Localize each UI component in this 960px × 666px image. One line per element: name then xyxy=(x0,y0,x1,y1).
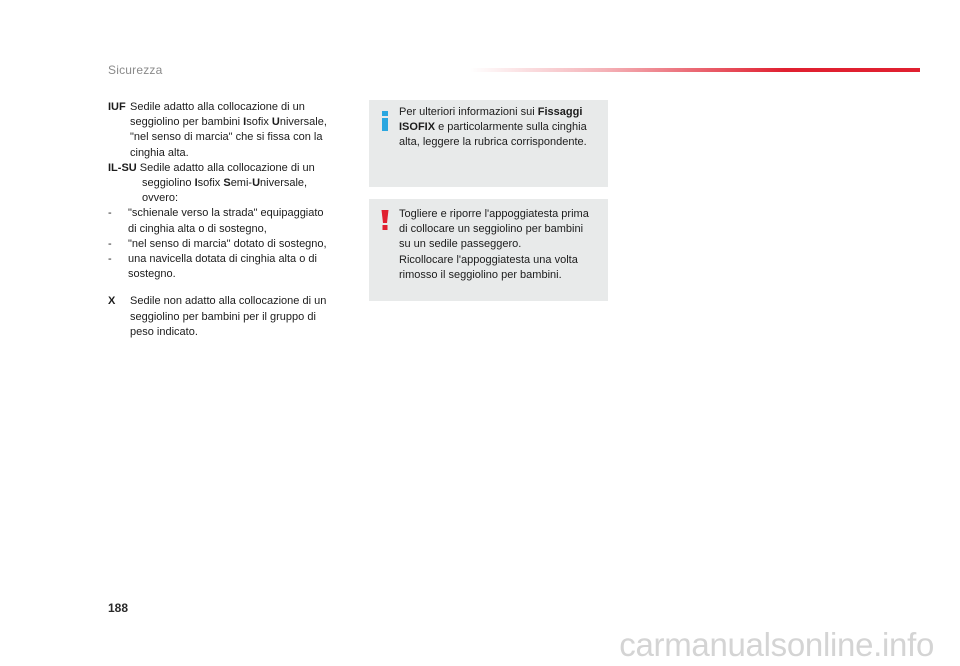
list-item-line: una navicella dotata di cinghia alta o di xyxy=(128,253,317,266)
text-run-bold: ISOFIX xyxy=(399,121,436,134)
definition-ilsu-text xyxy=(108,176,358,206)
text-run-bold: I xyxy=(194,177,198,189)
list-item-line: "schienale verso la strada" equipaggiato xyxy=(128,207,324,220)
list-item-line: di cinghia alta o di sostegno, xyxy=(128,222,267,235)
list-dash: - xyxy=(108,237,112,250)
text-run-bold: U xyxy=(271,116,280,129)
text-run-bold: S xyxy=(223,177,231,189)
definition-ilsu xyxy=(108,161,358,283)
text-run: seggiolino per bambini xyxy=(130,116,244,129)
ilsu-options-list xyxy=(108,206,358,282)
text-run: Sedile adatto alla collocazione di un xyxy=(139,161,315,174)
definition-iuf-line: Sedile adatto alla collocazione di un xyxy=(130,101,305,113)
info-callout-text xyxy=(399,105,599,151)
warning-callout-line: di collocare un seggiolino per bambini xyxy=(399,223,584,236)
info-callout-line xyxy=(399,105,599,120)
warning-callout-line: rimosso il seggiolino per bambini. xyxy=(399,268,562,281)
text-run: Per ulteriori informazioni sui xyxy=(399,106,538,118)
header-rule xyxy=(470,68,920,72)
definition-iuf-line: cinghia alta. xyxy=(130,146,189,159)
definition-x-line: peso indicato. xyxy=(130,325,198,338)
definition-x-line: seggiolino per bambini per il gruppo di xyxy=(130,310,316,323)
definition-x-line: Sedile non adatto alla collocazione di un xyxy=(130,295,327,308)
definition-term-iuf: IUF xyxy=(108,101,126,113)
list-dash: - xyxy=(108,207,112,220)
warning-callout-line: su un sedile passeggero. xyxy=(399,238,522,251)
definition-iuf xyxy=(108,100,358,161)
definition-iuf-text xyxy=(130,100,358,161)
page-number: 188 xyxy=(108,601,129,615)
exclamation-icon xyxy=(378,209,392,231)
text-run: sofix xyxy=(246,116,272,129)
list-item-line: sostegno. xyxy=(128,268,176,281)
watermark: carmanualsonline.info xyxy=(619,626,934,663)
text-run: seggiolino xyxy=(142,177,195,189)
section-title: Sicurezza xyxy=(108,63,163,77)
definitions-column xyxy=(108,100,358,340)
warning-callout xyxy=(369,199,608,301)
warning-callout-line: Togliere e riporre l'appoggiatesta prima xyxy=(399,208,589,220)
text-run: emi- xyxy=(230,177,253,189)
text-run: e particolarmente sulla cinghia xyxy=(435,121,587,134)
warning-callout-line: Ricollocare l'appoggiatesta una volta xyxy=(399,253,578,266)
list-item-line: "nel senso di marcia" dotato di sostegno, xyxy=(128,237,327,250)
info-callout xyxy=(369,100,608,187)
list-item xyxy=(108,237,358,252)
info-callout-line: alta, leggere la rubrica corrispondente. xyxy=(399,136,587,149)
text-run: niversale, xyxy=(260,177,308,189)
definition-x xyxy=(108,294,358,340)
list-item xyxy=(108,252,358,282)
definition-ilsu-line: ovvero: xyxy=(142,192,179,205)
definition-term-ilsu: IL-SU xyxy=(108,161,137,174)
list-dash: - xyxy=(108,253,112,266)
definition-iuf-line: "nel senso di marcia" che si fissa con la xyxy=(130,131,323,144)
warning-callout-text xyxy=(399,207,599,283)
definition-ilsu-line xyxy=(142,176,358,191)
definition-iuf-line xyxy=(130,115,358,130)
info-callout-line xyxy=(399,120,599,135)
text-run-bold: I xyxy=(243,116,247,129)
text-run: sofix xyxy=(197,177,224,189)
text-run: niversale, xyxy=(279,116,327,129)
text-run-bold: Fissaggi xyxy=(537,106,583,118)
info-icon xyxy=(378,110,392,132)
definition-term-x: X xyxy=(108,295,116,308)
definition-ilsu-line xyxy=(108,161,358,176)
text-run-bold: U xyxy=(252,177,261,189)
list-item xyxy=(108,206,358,236)
